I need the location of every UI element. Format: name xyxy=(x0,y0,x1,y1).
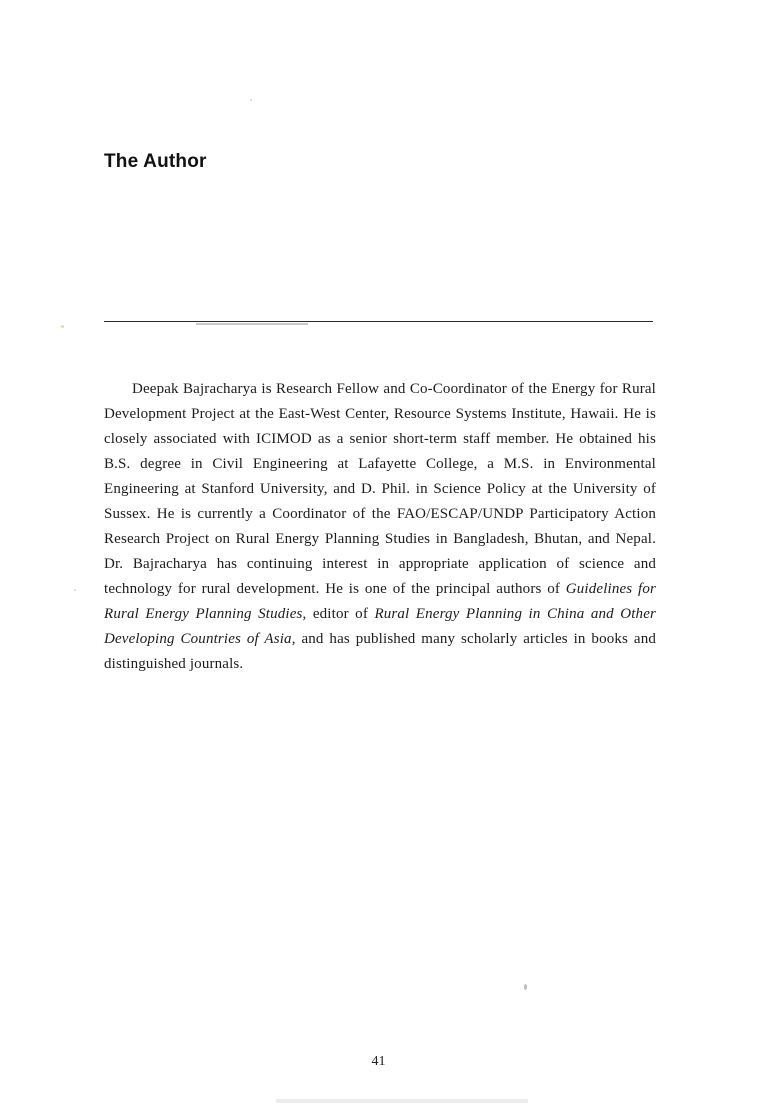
author-biography xyxy=(104,377,656,677)
scan-speck xyxy=(74,589,76,591)
bio-text-part-1: Deepak Bajracharya is Research Fellow and Co-Coordinator of the Energy for Rural Development Project at the East-West Center, Resource Systems Institute, Hawaii. He is closely associated with ICIMOD as a senior short-term staff member. He obtained his B.S. degree in Civil Engineering at Lafayette College, a M.S. in Environmental Engineering at Stanford University, and D. Phil. in Science Policy at the University of Sussex. He is currently a Coordinator of the FAO/ESCAP/UNDP Participatory Action Research Project on Rural Energy Planning Studies in Bangladesh, Bhutan, and Nepal. Dr. Bajracharya has continuing interest in appropriate application of science and technology for rural development. He is one of the principal authors of xyxy=(104,381,656,597)
scan-speck xyxy=(250,99,252,101)
rule-scan-shadow xyxy=(196,323,308,325)
scan-speck xyxy=(524,984,527,990)
bio-text-part-3: , and has published many scholarly articles in books and distinguished journals. xyxy=(104,631,656,672)
section-heading: The Author xyxy=(104,151,207,172)
book-title-guidelines: Guidelines for Rural Energy Planning Studies xyxy=(104,581,657,622)
book-title-rural-energy-planning: Rural Energy Planning in China and Other Developing Countries of Asia xyxy=(104,606,656,647)
horizontal-rule xyxy=(104,321,653,322)
bio-text-part-2: , editor of xyxy=(302,606,375,622)
scan-edge-artifact xyxy=(276,1099,528,1103)
page-number: 41 xyxy=(371,1054,386,1069)
scan-speck xyxy=(61,325,64,328)
